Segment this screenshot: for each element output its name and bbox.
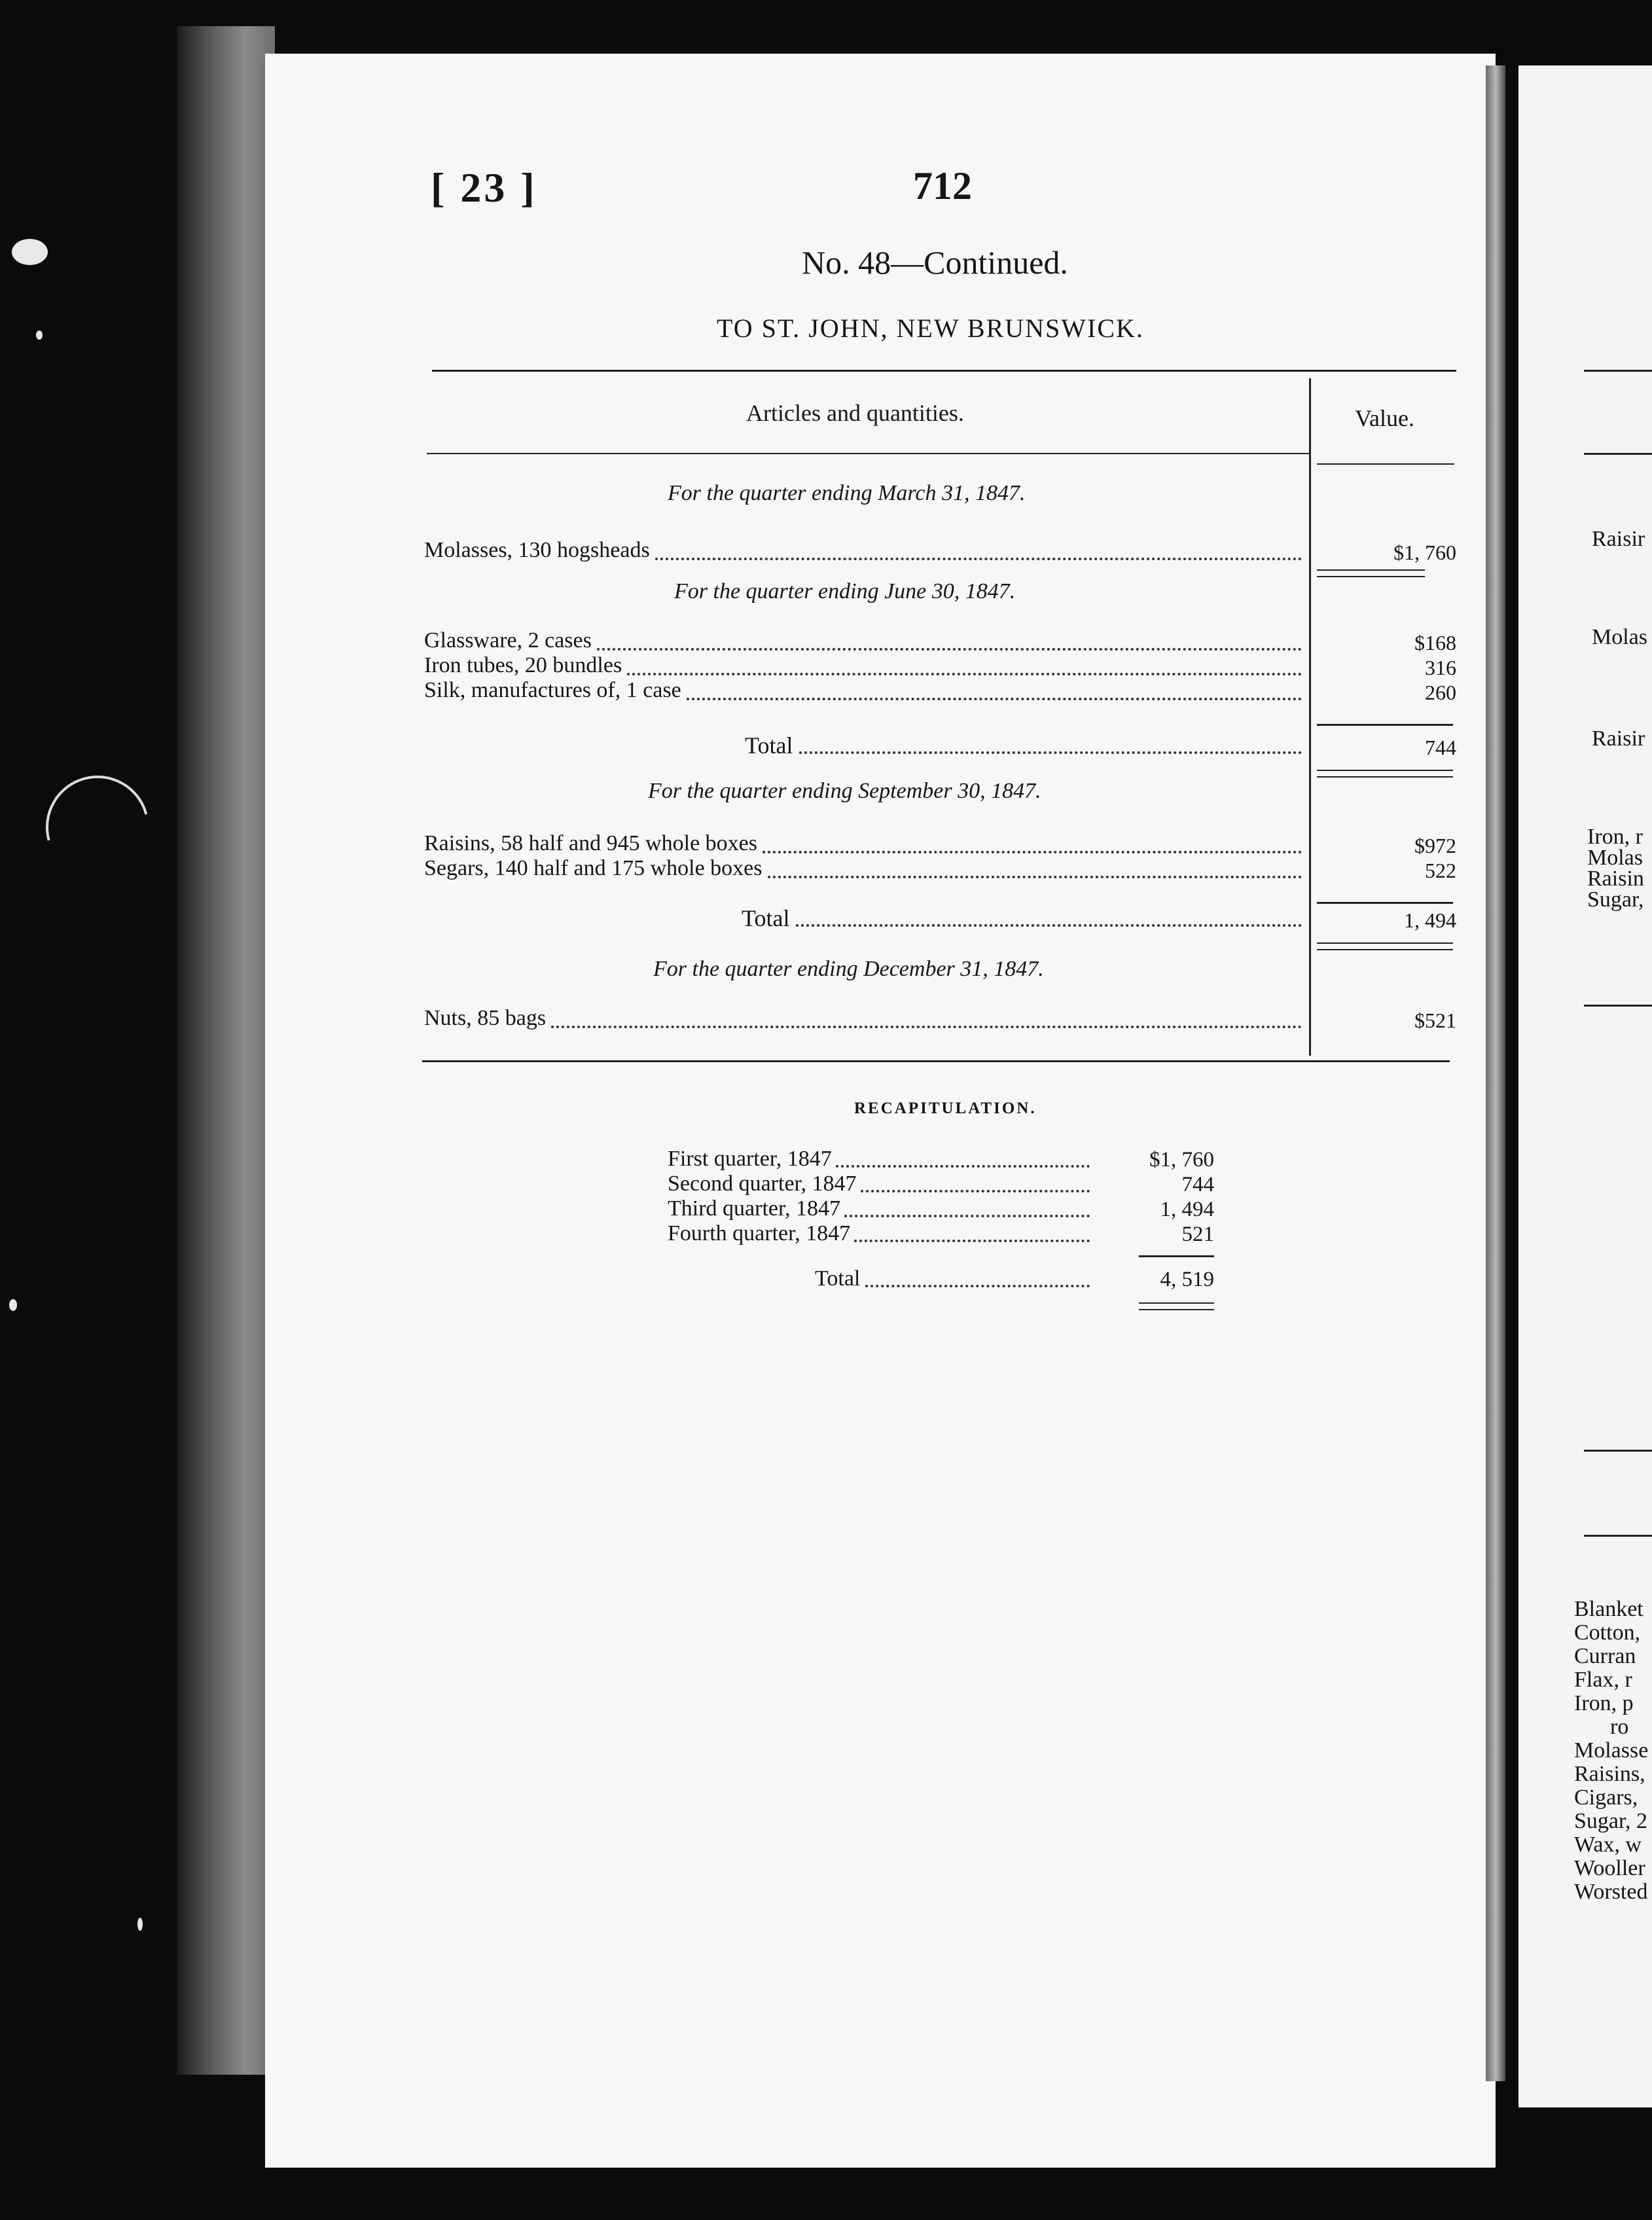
- opposite-fragment: Curran: [1574, 1644, 1636, 1668]
- double-rule: [1139, 1309, 1214, 1310]
- opposite-fragment: Molas: [1587, 846, 1643, 870]
- column-divider: [1309, 378, 1311, 1056]
- double-rule: [1317, 942, 1453, 944]
- scan-speck: [9, 1299, 17, 1311]
- recap-value: $1, 760: [1149, 1148, 1214, 1172]
- recap-value: 744: [1181, 1173, 1214, 1196]
- item-label: Glassware, 2 cases: [424, 628, 592, 653]
- table-top-rule: [432, 370, 1456, 372]
- item-label: Raisins, 58 half and 945 whole boxes: [424, 831, 757, 855]
- header-bottom-rule-value: [1317, 463, 1454, 465]
- item-value: $168: [1414, 631, 1456, 654]
- opposite-fragment: Raisir: [1592, 726, 1645, 751]
- opposite-fragment: Flax, r: [1574, 1668, 1632, 1692]
- opposite-fragment: Wooller: [1574, 1856, 1645, 1880]
- item-label: Molasses, 130 hogsheads: [424, 538, 650, 562]
- scan-speck: [12, 239, 48, 265]
- leader-dots: [836, 1165, 1090, 1168]
- leader-dots: [854, 1240, 1090, 1242]
- opposite-rule: [1584, 1005, 1652, 1007]
- scan-artifact-ring: [27, 757, 168, 898]
- item-value: 522: [1425, 859, 1456, 882]
- leader-dots: [799, 751, 1302, 754]
- total-value: 1, 494: [1404, 908, 1456, 932]
- sheet-number: [ 23 ]: [431, 164, 537, 211]
- opposite-rule: [1584, 453, 1652, 455]
- opposite-fragment: Iron, p: [1574, 1691, 1634, 1715]
- leader-dots: [597, 648, 1302, 651]
- leader-dots: [844, 1215, 1090, 1217]
- recap-total-value: 4, 519: [1160, 1268, 1214, 1291]
- leader-dots: [763, 851, 1302, 853]
- recap-value: 521: [1181, 1223, 1214, 1246]
- double-rule: [1317, 949, 1453, 950]
- item-value: 260: [1425, 681, 1456, 704]
- opposite-fragment: Cotton,: [1574, 1620, 1641, 1645]
- total-label: Total: [745, 732, 793, 759]
- leader-dots: [627, 673, 1302, 675]
- opposite-fragment: Raisin: [1587, 867, 1644, 891]
- leader-dots: [768, 876, 1302, 878]
- page-number: 712: [913, 164, 972, 207]
- leader-dots: [655, 558, 1302, 560]
- item-value: $972: [1414, 834, 1456, 857]
- column-header-articles: Articles and quantities.: [746, 400, 964, 426]
- total-label: Total: [742, 905, 790, 931]
- leader-dots: [687, 698, 1302, 700]
- opposite-rule: [1584, 370, 1652, 372]
- subtotal-rule: [1317, 724, 1453, 726]
- total-value: 744: [1425, 736, 1456, 759]
- leader-dots: [551, 1026, 1302, 1028]
- item-value: $1, 760: [1393, 541, 1456, 564]
- column-header-value: Value.: [1355, 405, 1414, 431]
- opposite-fragment: Blanket: [1574, 1597, 1643, 1621]
- item-label: Iron tubes, 20 bundles: [424, 653, 622, 677]
- document-title: No. 48—Continued.: [802, 244, 1068, 281]
- recap-label: Second quarter, 1847: [668, 1172, 857, 1196]
- recap-label: First quarter, 1847: [668, 1147, 832, 1171]
- item-label: Segars, 140 half and 175 whole boxes: [424, 856, 763, 880]
- double-rule: [1139, 1302, 1214, 1304]
- recap-sum-rule: [1139, 1255, 1214, 1257]
- opposite-page: [1518, 65, 1652, 2107]
- item-label: Silk, manufactures of, 1 case: [424, 678, 681, 702]
- period-heading: For the quarter ending September 30, 1847.: [648, 779, 1041, 803]
- subtotal-rule: [1317, 902, 1453, 904]
- opposite-rule: [1584, 1450, 1652, 1452]
- scan-speck: [137, 1918, 143, 1931]
- recap-total-label: Total: [815, 1266, 861, 1291]
- double-rule: [1317, 776, 1453, 778]
- leader-dots: [796, 924, 1302, 927]
- opposite-fragment: ro: [1610, 1715, 1629, 1739]
- leader-dots: [861, 1190, 1090, 1192]
- gutter-shadow: [1486, 65, 1505, 2081]
- table-bottom-rule: [422, 1060, 1450, 1062]
- document-subtitle: TO ST. JOHN, NEW BRUNSWICK.: [717, 313, 1144, 343]
- opposite-fragment: Sugar, 2: [1574, 1809, 1647, 1833]
- item-value: $521: [1414, 1009, 1456, 1032]
- opposite-rule: [1584, 1535, 1652, 1537]
- recap-value: 1, 494: [1160, 1198, 1214, 1221]
- period-heading: For the quarter ending June 30, 1847.: [674, 579, 1016, 603]
- opposite-fragment: Cigars,: [1574, 1785, 1638, 1810]
- opposite-fragment: Iron, r: [1587, 825, 1643, 849]
- book-spine-edge: [177, 26, 275, 2075]
- opposite-fragment: Molas: [1592, 625, 1647, 649]
- scan-speck: [36, 331, 43, 340]
- opposite-fragment: Sugar,: [1587, 887, 1644, 912]
- recapitulation-heading: RECAPITULATION.: [854, 1100, 1037, 1117]
- item-value: 316: [1425, 656, 1456, 679]
- double-rule: [1317, 770, 1453, 771]
- opposite-fragment: Raisins,: [1574, 1762, 1645, 1786]
- opposite-fragment: Molasse: [1574, 1738, 1649, 1763]
- double-rule: [1317, 576, 1425, 577]
- period-heading: For the quarter ending December 31, 1847.: [653, 957, 1044, 981]
- opposite-fragment: Worsted: [1574, 1880, 1648, 1904]
- double-rule: [1317, 569, 1425, 571]
- header-bottom-rule: [427, 453, 1310, 454]
- item-label: Nuts, 85 bags: [424, 1006, 547, 1030]
- opposite-fragment: Raisir: [1592, 527, 1645, 551]
- leader-dots: [865, 1285, 1090, 1287]
- recap-label: Third quarter, 1847: [668, 1196, 840, 1221]
- recap-label: Fourth quarter, 1847: [668, 1221, 851, 1245]
- opposite-fragment: Wax, w: [1574, 1833, 1642, 1857]
- period-heading: For the quarter ending March 31, 1847.: [668, 481, 1026, 505]
